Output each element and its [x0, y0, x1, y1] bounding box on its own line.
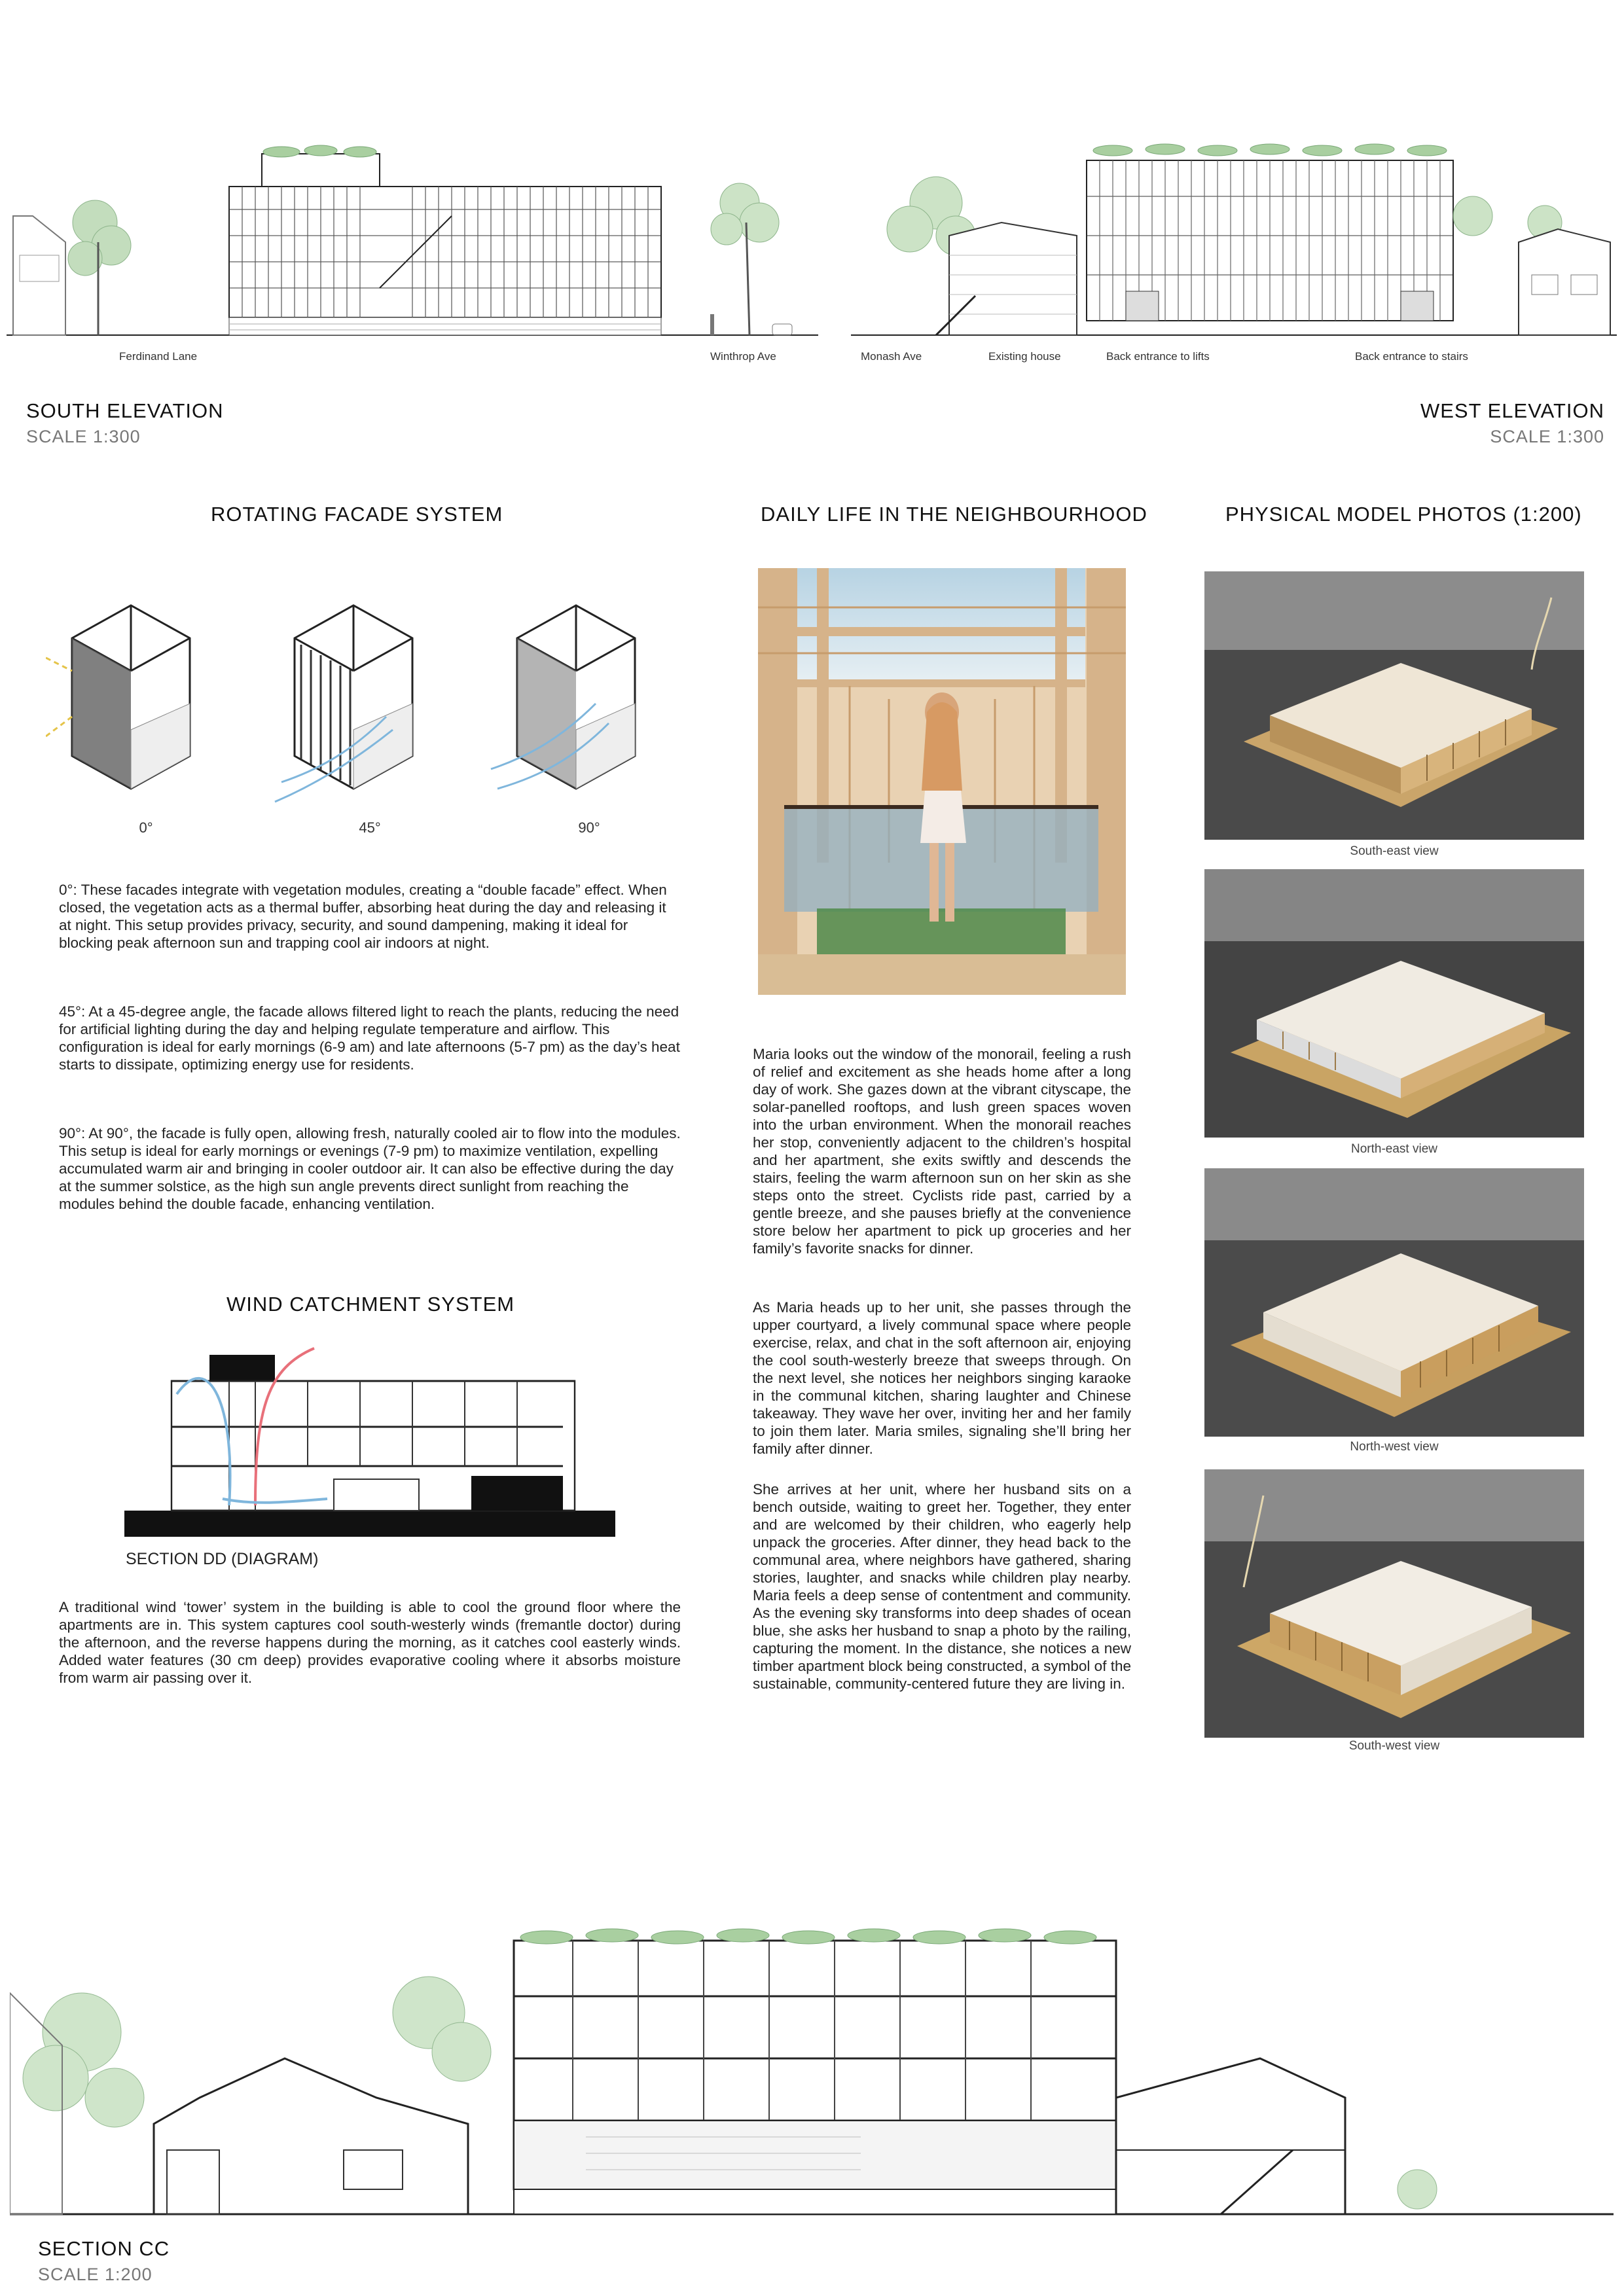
back-entrance-lifts-label: Back entrance to lifts — [1106, 350, 1210, 363]
facade-paragraph-45: 45°: At a 45-degree angle, the facade allows filtered light to reach the plants, reducing the need for artificial lighting during the day and helping regulate temperature and airflow. This configuration is ideal for early mornings (6-9 am) and late afternoons (5-7 pm) as the day’s heat starts to dissipate, optimizing energy use for residents. — [59, 1003, 680, 1073]
caption-north-west: North-west view — [1350, 1440, 1439, 1454]
angle-0-label: 0° — [139, 819, 153, 836]
wind-catchment-title: WIND CATCHMENT SYSTEM — [226, 1293, 515, 1316]
model-photo-south-east — [1204, 571, 1584, 840]
model-photo-south-west — [1204, 1469, 1584, 1738]
section-cc-drawing — [10, 1901, 1614, 2222]
wind-paragraph: A traditional wind ‘tower’ system in the building is able to cool the ground floor where the apartments are in. This system captures cool south-westerly winds (fremantle doctor) during the afternoon, and the reverse happens during the morning, as it catches cool easterly winds. Added water features (30 cm deep) provides evaporative cooling where it absorbs moisture from warm air passing over it. — [59, 1599, 681, 1686]
model-photo-north-east — [1204, 869, 1584, 1138]
angle-45-label: 45° — [359, 819, 381, 836]
daily-life-title: DAILY LIFE IN THE NEIGHBOURHOOD — [761, 503, 1147, 526]
south-elevation-scale: SCALE 1:300 — [26, 427, 141, 446]
ferdinand-lane-label: Ferdinand Lane — [119, 350, 198, 363]
section-dd-label: SECTION DD (DIAGRAM) — [126, 1550, 319, 1568]
caption-south-west: South-west view — [1348, 1739, 1440, 1753]
west-elevation-drawing — [851, 124, 1617, 347]
south-elevation-drawing — [7, 124, 818, 347]
section-dd-diagram — [124, 1342, 615, 1545]
section-cc-scale: SCALE 1:200 — [38, 2265, 153, 2284]
west-elevation-scale: SCALE 1:300 — [1490, 427, 1604, 446]
facade-paragraph-0: 0°: These facades integrate with vegetation modules, creating a “double facade” effect. When closed, the vegetation acts as a thermal buffer, absorbing heat during the day and releasing it at night. This setup provides privacy, security, and sound dampening, making it ideal for blocking peak afternoon sun and trapping cool air indoors at night. — [59, 882, 667, 951]
caption-south-east: South-east view — [1350, 844, 1439, 858]
section-cc-title: SECTION CC — [38, 2237, 170, 2260]
facade-diagrams — [46, 586, 687, 821]
facade-paragraph-90: 90°: At 90°, the facade is fully open, allowing fresh, naturally cooled air to flow into the modules. This setup is ideal for early mornings or evenings (7-9 pm) to maximize ventilation, expelling accumulated warm air and bringing in cooler outdoor air. It can also be effective during the day at the summer solstice, as the high sun angle prevents direct sunlight from reaching the modules behind the double facade, enhancing ventilation. — [59, 1125, 681, 1212]
caption-north-east: North-east view — [1351, 1142, 1437, 1156]
rotating-facade-title: ROTATING FACADE SYSTEM — [211, 503, 503, 526]
model-photo-north-west — [1204, 1168, 1584, 1437]
daily-life-paragraph-1: Maria looks out the window of the monorail, feeling a rush of relief and excitement as she heads home after a long day of work. She gazes down at the vibrant cityscape, the solar-panelled rooftops, and lush green spaces woven into the urban environment. When the monorail reaches her stop, conveniently adjacent to the children’s hospital and her apartment, she exits swiftly and descends the stairs, feeling the warm afternoon sun on her skin as she steps onto the street. Cyclists ride past, carried by a gentle breeze, and she pauses briefly at the convenience store below her apartment to pick up groceries and her family’s favorite snacks for dinner. — [753, 1046, 1131, 1257]
angle-90-label: 90° — [578, 819, 600, 836]
existing-house-label: Existing house — [988, 350, 1061, 363]
model-photos-title: PHYSICAL MODEL PHOTOS (1:200) — [1225, 503, 1582, 526]
daily-life-paragraph-2: As Maria heads up to her unit, she passes through the upper courtyard, a lively communal space where people exercise, relax, and chat in the soft afternoon air, enjoying the cool south-westerly breeze that sweeps through. On the next level, she notices her neighbors singing karaoke in the communal kitchen, sharing laughter and Chinese takeaway. They wave her over, inviting her and her family to join them later. Maria smiles, signaling she’ll bring her family after dinner. — [753, 1299, 1131, 1457]
daily-life-render — [758, 568, 1126, 995]
monash-ave-label: Monash Ave — [861, 350, 922, 363]
west-elevation-title: WEST ELEVATION — [1420, 399, 1604, 422]
winthrop-ave-label: Winthrop Ave — [710, 350, 776, 363]
back-entrance-stairs-label: Back entrance to stairs — [1355, 350, 1468, 363]
south-elevation-title: SOUTH ELEVATION — [26, 399, 224, 422]
daily-life-paragraph-3: She arrives at her unit, where her husband sits on a bench outside, waiting to greet her. Together, they enter and are welcomed by their children, who eagerly help unpack the groceries. After dinner, they head back to the communal area, where neighbors have gathered, sharing stories, laughter, and snacks while children play nearby. Maria feels a deep sense of contentment and community. As the evening sky transforms into deep shades of ocean blue, she asks her husband to snap a photo by the railing, capturing the moment. In the distance, she notices a new timber apartment block being constructed, a symbol of the sustainable, community-centered future they are living in. — [753, 1481, 1131, 1692]
